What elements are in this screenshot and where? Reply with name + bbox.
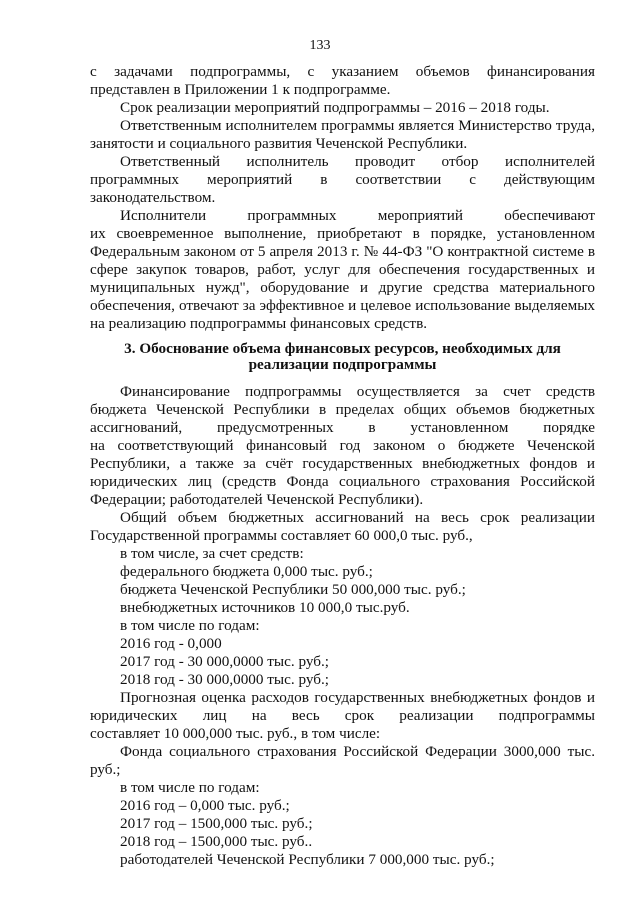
section-heading-line: 3. Обоснование объема финансовых ресурсов, необходимых для	[124, 340, 561, 357]
text-line: в том числе по годам:	[120, 617, 260, 634]
text-line: на реализацию подпрограммы финансовых средств.	[90, 315, 428, 332]
text-line: их своевременное выполнение, приобретают в порядке, установленном	[90, 225, 595, 242]
text-line: Исполнители программных мероприятий обеспечивают	[120, 207, 595, 224]
text-line: работодателей Чеченской Республики 7 000,000 тыс. руб.;	[120, 851, 495, 868]
text-line: Фонда социального страхования Российской Федерации 3000,000 тыс.	[120, 743, 595, 760]
text-line: 2018 год - 30 000,0000 тыс. руб.;	[120, 671, 329, 688]
text-line: муниципальных нужд", оборудование и другие средства материального	[90, 279, 595, 296]
text-line: федерального бюджета 0,000 тыс. руб.;	[120, 563, 373, 580]
text-line: представлен в Приложении 1 к подпрограмме.	[90, 81, 391, 98]
text-line: программных мероприятий в соответствии с действующим	[90, 171, 595, 188]
text-line: Прогнозная оценка расходов государственных внебюджетных фондов и	[120, 689, 595, 706]
text-line: на соответствующий финансовый год законом о бюджете Чеченской	[90, 437, 595, 454]
text-line: внебюджетных источников 10 000,0 тыс.руб.	[120, 599, 410, 616]
text-line: бюджета Чеченской Республики 50 000,000 тыс. руб.;	[120, 581, 466, 598]
text-line: Ответственный исполнитель проводит отбор исполнителей	[120, 153, 595, 170]
text-line: 2017 год – 1500,000 тыс. руб.;	[120, 815, 313, 832]
text-line: Ответственным исполнителем программы является Министерство труда,	[120, 117, 595, 134]
text-line: Государственной программы составляет 60 000,0 тыс. руб.,	[90, 527, 473, 544]
text-line: Федерации; работодателей Чеченской Республики).	[90, 491, 424, 508]
text-line: Федеральным законом от 5 апреля 2013 г. № 44-ФЗ "О контрактной системе в	[90, 243, 595, 260]
text-line: обеспечения, отвечают за эффективное и целевое использование выделяемых	[90, 297, 595, 314]
text-line: ассигнований, предусмотренных в установленном порядке	[90, 419, 595, 436]
text-line: руб.;	[90, 761, 121, 778]
text-line: 2016 год – 0,000 тыс. руб.;	[120, 797, 290, 814]
text-line: в том числе, за счет средств:	[120, 545, 304, 562]
text-line: 2018 год – 1500,000 тыс. руб..	[120, 833, 313, 850]
text-line: законодательством.	[90, 189, 216, 206]
text-line: Общий объем бюджетных ассигнований на весь срок реализации	[120, 509, 595, 526]
text-line: 2017 год - 30 000,0000 тыс. руб.;	[120, 653, 329, 670]
text-line: бюджета Чеченской Республики в пределах общих объемов бюджетных	[90, 401, 595, 418]
text-line: составляет 10 000,000 тыс. руб., в том числе:	[90, 725, 381, 742]
text-line: сфере закупок товаров, работ, услуг для обеспечения государственных и	[90, 261, 595, 278]
text-line: юридических лиц (средств Фонда социального страхования Российской	[90, 473, 595, 490]
text-line: 2016 год - 0,000	[120, 635, 222, 652]
section-heading-line: реализации подпрограммы	[248, 356, 437, 373]
page-number: 133	[309, 38, 331, 53]
text-line: с задачами подпрограммы, с указанием объемов финансирования	[90, 63, 595, 80]
text-line: в том числе по годам:	[120, 779, 260, 796]
text-line: Срок реализации мероприятий подпрограммы – 2016 – 2018 годы.	[120, 99, 550, 116]
text-line: занятости и социального развития Чеченской Республики.	[90, 135, 468, 152]
text-line: Республики, а также за счёт государственных внебюджетных фондов и	[90, 455, 595, 472]
text-line: Финансирование подпрограммы осуществляется за счет средств	[120, 383, 595, 400]
text-line: юридических лиц на весь срок реализации подпрограммы	[90, 707, 595, 724]
